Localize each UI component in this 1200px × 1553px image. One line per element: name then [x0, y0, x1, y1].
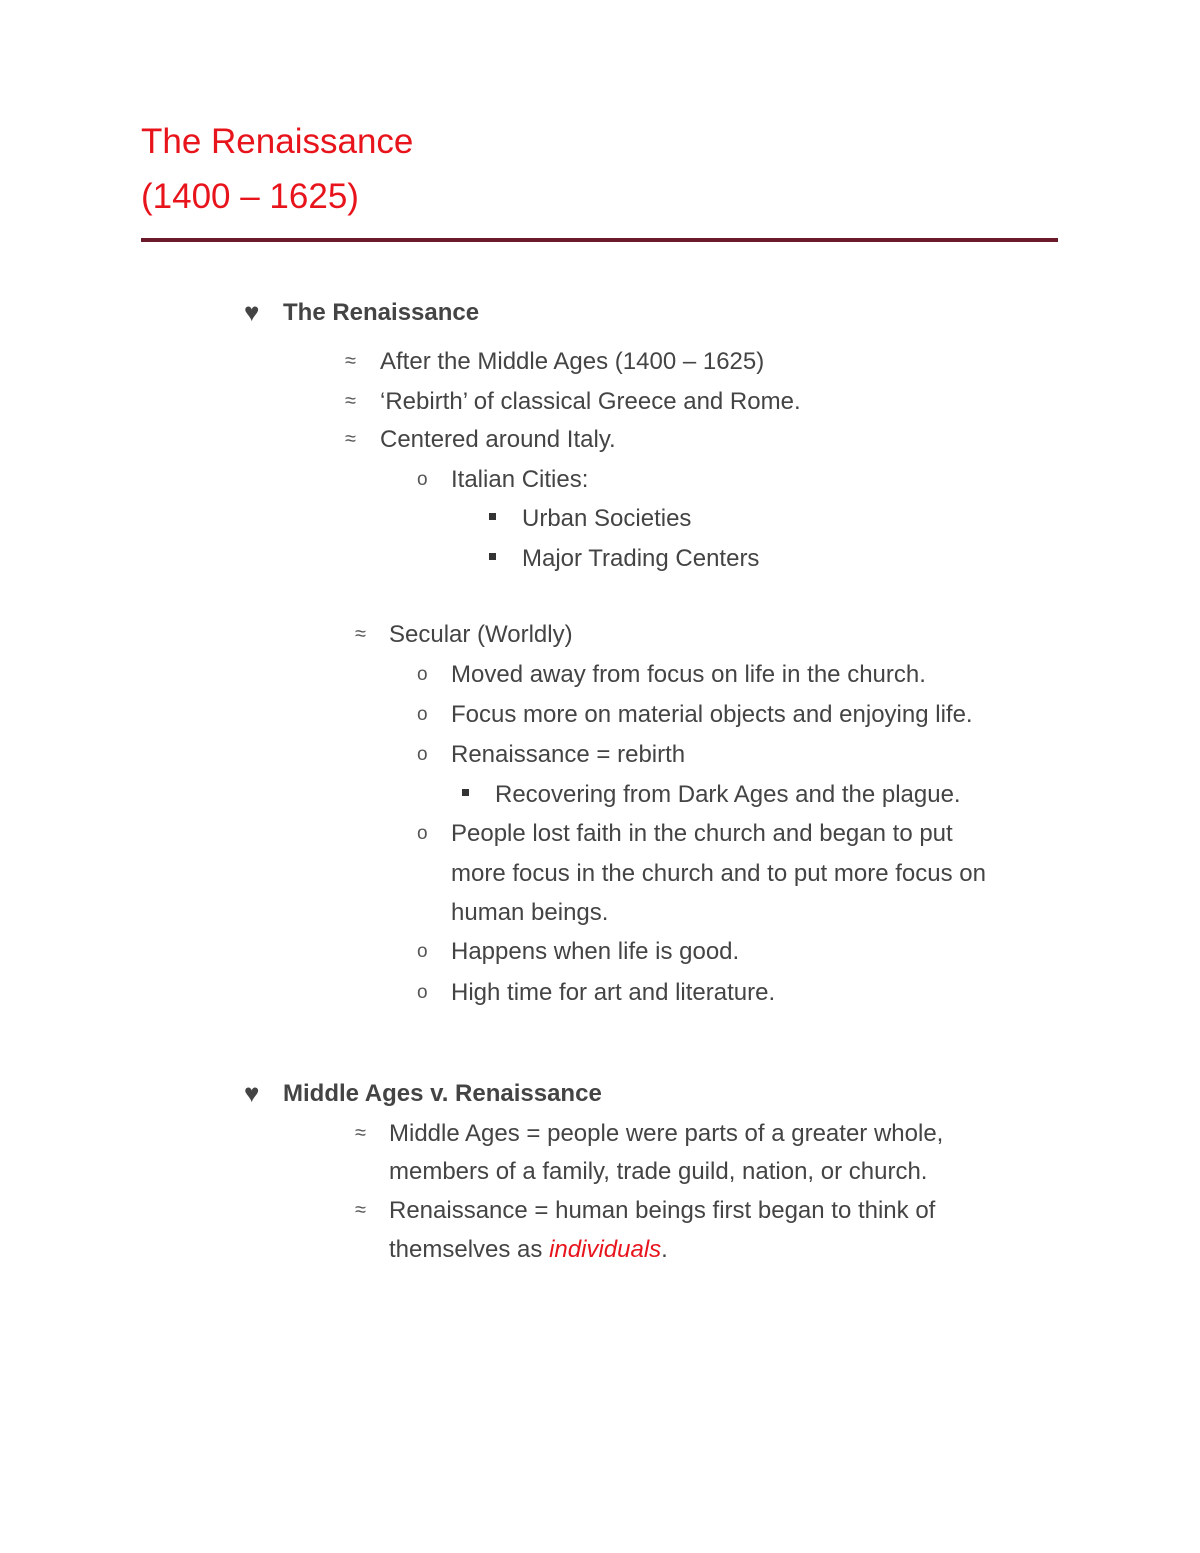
approx-icon: ≈: [355, 1122, 366, 1144]
section-heading-comparison: Middle Ages v. Renaissance: [283, 1080, 602, 1107]
heart-icon: ♥: [244, 1078, 260, 1108]
square-icon: [489, 553, 496, 560]
circle-o-icon: o: [417, 982, 428, 1003]
list-item: Focus more on material objects and enjoying life.: [451, 701, 973, 728]
list-item-continuation: [389, 1238, 668, 1262]
list-item: Middle Ages = people were parts of a greater whole,: [389, 1120, 944, 1147]
document-date-range: (1400 – 1625): [141, 177, 359, 216]
circle-o-icon: o: [417, 664, 428, 685]
approx-icon: ≈: [355, 623, 366, 645]
list-item: Renaissance = rebirth: [451, 741, 686, 768]
list-item: High time for art and literature.: [451, 979, 776, 1006]
emphasized-term: individuals: [549, 1236, 662, 1263]
approx-icon: ≈: [345, 390, 356, 412]
title-divider: [141, 238, 1058, 242]
square-icon: [462, 789, 469, 796]
circle-o-icon: o: [417, 469, 428, 490]
list-item: Centered around Italy.: [380, 426, 616, 453]
list-text: themselves as: [389, 1236, 550, 1263]
list-item: After the Middle Ages (1400 – 1625): [380, 348, 765, 375]
circle-o-icon: o: [417, 744, 428, 765]
circle-o-icon: o: [417, 941, 428, 962]
list-item: ‘Rebirth’ of classical Greece and Rome.: [380, 388, 801, 415]
list-item: Urban Societies: [522, 505, 692, 532]
section-heading-renaissance: The Renaissance: [283, 299, 480, 326]
list-item-continuation: more focus in the church and to put more focus on: [451, 860, 986, 887]
circle-o-icon: o: [417, 704, 428, 725]
list-item: Happens when life is good.: [451, 938, 740, 965]
list-item: People lost faith in the church and began to put: [451, 820, 953, 847]
list-item: Secular (Worldly): [389, 621, 573, 648]
list-item: Recovering from Dark Ages and the plague.: [495, 781, 961, 808]
list-text: .: [661, 1236, 668, 1263]
document-title: The Renaissance: [141, 122, 414, 161]
list-item-continuation: human beings.: [451, 899, 609, 926]
list-item: Major Trading Centers: [522, 545, 760, 572]
circle-o-icon: o: [417, 823, 428, 844]
approx-icon: ≈: [345, 350, 356, 372]
square-icon: [489, 513, 496, 520]
approx-icon: ≈: [355, 1199, 366, 1221]
list-item: Moved away from focus on life in the church.: [451, 661, 926, 688]
heart-icon: ♥: [244, 297, 260, 327]
approx-icon: ≈: [345, 428, 356, 450]
list-item: Italian Cities:: [451, 466, 589, 493]
list-item: Renaissance = human beings first began to think of: [389, 1197, 936, 1224]
list-item-continuation: members of a family, trade guild, nation, or church.: [389, 1158, 928, 1185]
